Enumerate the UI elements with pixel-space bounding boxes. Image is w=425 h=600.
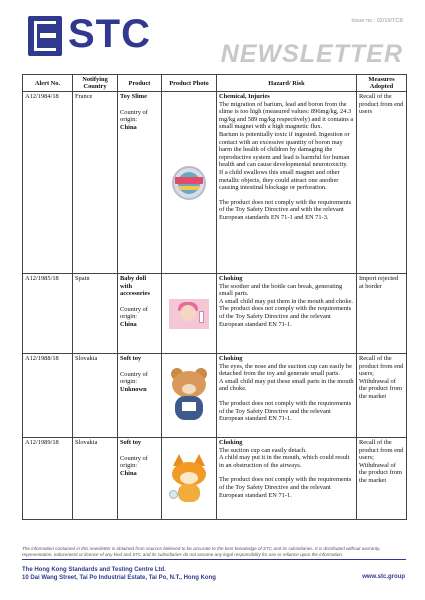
hazard-text: The migration of barium, lead and boron from the slime is too high (measured values: 896mg/kg, 24.3 mg/kg and 589 mg/kg respectively) and it contains a small magnet with a high magnetic flux. <box>219 100 354 131</box>
col-header-alert: Alert No. <box>23 75 73 92</box>
product-cell <box>118 438 162 520</box>
col-header-photo: Product Photo <box>162 75 217 92</box>
notifying-country: Slovakia <box>73 438 118 520</box>
product-cell <box>118 274 162 354</box>
teddy-bear-icon <box>167 366 211 426</box>
product-name: Soft toy <box>120 355 142 362</box>
hazard-text: The eyes, the nose and the suction cup can easily be detached from the toy and generate small parts. <box>219 362 352 378</box>
country-of-origin-label: Country of origin: <box>120 370 148 386</box>
slime-container-icon <box>168 162 210 206</box>
hazard-text: A small child may put them in the mouth and choke. <box>219 297 354 305</box>
country-of-origin: Unknown <box>120 385 147 393</box>
country-of-origin-label: Country of origin: <box>120 108 148 124</box>
col-header-hazard: Hazard/ Risk <box>217 75 357 92</box>
country-of-origin: China <box>120 469 137 477</box>
product-name: Baby doll with accessories <box>120 275 150 298</box>
hazard-text: A small child may put these small parts in the mouth and choke. <box>219 377 354 393</box>
website-link[interactable]: www.stc.group <box>362 574 405 580</box>
notifying-country: Spain <box>73 274 118 354</box>
measures-adopted: Recall of the product from end users; Withdrawal of the product from the market <box>357 438 407 520</box>
hazard-title: Chemical, Injuries <box>219 93 270 100</box>
table-row <box>23 354 407 438</box>
table-row <box>23 274 407 354</box>
product-photo <box>162 274 217 354</box>
issue-number: Issue no.: 02/19/TCB <box>351 18 403 24</box>
stc-logo-text: STC <box>68 12 151 56</box>
hazard-compliance: The product does not comply with the requirements of the Toy Safety Directive and with the relevant European standards EN 71-1 and EN 71-3. <box>219 198 352 221</box>
table-row <box>23 438 407 520</box>
measures-adopted: Recall of the product from end users; Withdrawal of the product from the market <box>357 354 407 438</box>
alerts-table <box>22 74 407 520</box>
hazard-title: Choking <box>219 355 243 362</box>
hazard-text: Barium is potentially toxic if ingested. Ingestion or contact with an excessive quantity of boron may harm the health of children by damaging the reproductive system and lead is harmful for human health and can cause developmental neurotoxicity. <box>219 130 350 169</box>
hazard-text: If a child swallows this small magnet and other metallic objects, they could attract one another causing intestinal blockage or perforation. <box>219 168 340 192</box>
country-of-origin: China <box>120 123 137 131</box>
product-photo <box>162 92 217 274</box>
notifying-country: Slovakia <box>73 354 118 438</box>
product-name: Toy Slime <box>120 93 147 100</box>
hazard-cell <box>217 92 357 274</box>
company-info <box>22 566 216 582</box>
alert-number: A12/1988/18 <box>23 354 73 438</box>
country-of-origin: China <box>120 320 137 328</box>
col-header-country: Notifying Country <box>73 75 118 92</box>
hazard-text: The suction cup can easily detach. <box>219 446 307 454</box>
baby-doll-icon <box>169 299 209 329</box>
product-photo <box>162 438 217 520</box>
table-row <box>23 92 407 274</box>
alert-number: A12/1985/18 <box>23 274 73 354</box>
product-cell <box>118 354 162 438</box>
measures-adopted: Import rejected at border <box>357 274 407 354</box>
company-address: 10 Dai Wang Street, Tai Po Industrial Estate, Tai Po, N.T., Hong Kong <box>22 575 216 581</box>
fox-plush-icon <box>167 452 211 506</box>
disclaimer-text: The information contained in this newsletter is obtained from sources believed to be accurate to the best knowledge of STC and its subsidiaries. It is distributed without warranty, representation, inducement or licence of any kind and STC and its subsidiaries do not assume any legal responsibility for use or reliance upon the information. <box>22 546 381 557</box>
hazard-compliance: The product does not comply with the requirements of the Toy Safety Directive and the relevant European standard EN 71-1. <box>219 476 352 499</box>
hazard-cell <box>217 354 357 438</box>
col-header-product: Product <box>118 75 162 92</box>
hazard-cell <box>217 274 357 354</box>
hazard-title: Choking <box>219 275 243 282</box>
footer-divider <box>22 559 406 560</box>
col-header-measures: Measures Adopted <box>357 75 407 92</box>
stc-logo <box>28 12 178 56</box>
hazard-compliance: The product does not comply with the requirements of the Toy Safety Directive and the relevant European standard EN 71-1. <box>219 399 352 423</box>
product-name: Soft toy <box>120 439 142 446</box>
alert-number: A12/1989/18 <box>23 438 73 520</box>
measures-adopted: Recall of the product from end users <box>357 92 407 274</box>
hazard-compliance: The product does not comply with the requirements of the Toy Safety Directive and the relevant European standard EN 71-1. <box>219 305 352 328</box>
company-name: The Hong Kong Standards and Testing Centre Ltd. <box>22 567 166 573</box>
product-cell <box>118 92 162 274</box>
notifying-country: France <box>73 92 118 274</box>
product-photo <box>162 354 217 438</box>
alert-number: A12/1984/18 <box>23 92 73 274</box>
country-of-origin-label: Country of origin: <box>120 305 148 321</box>
hazard-text: The soother and the bottle can break, generating small parts. <box>219 282 343 298</box>
hazard-title: Choking <box>219 439 243 446</box>
hazard-text: A child may put it in the mouth, which could result in an obstruction of the airways. <box>219 454 350 469</box>
table-header-row <box>23 75 407 92</box>
country-of-origin-label: Country of origin: <box>120 454 148 470</box>
stc-logo-mark <box>28 16 62 56</box>
newsletter-title: NEWSLETTER <box>220 40 403 68</box>
hazard-cell <box>217 438 357 520</box>
